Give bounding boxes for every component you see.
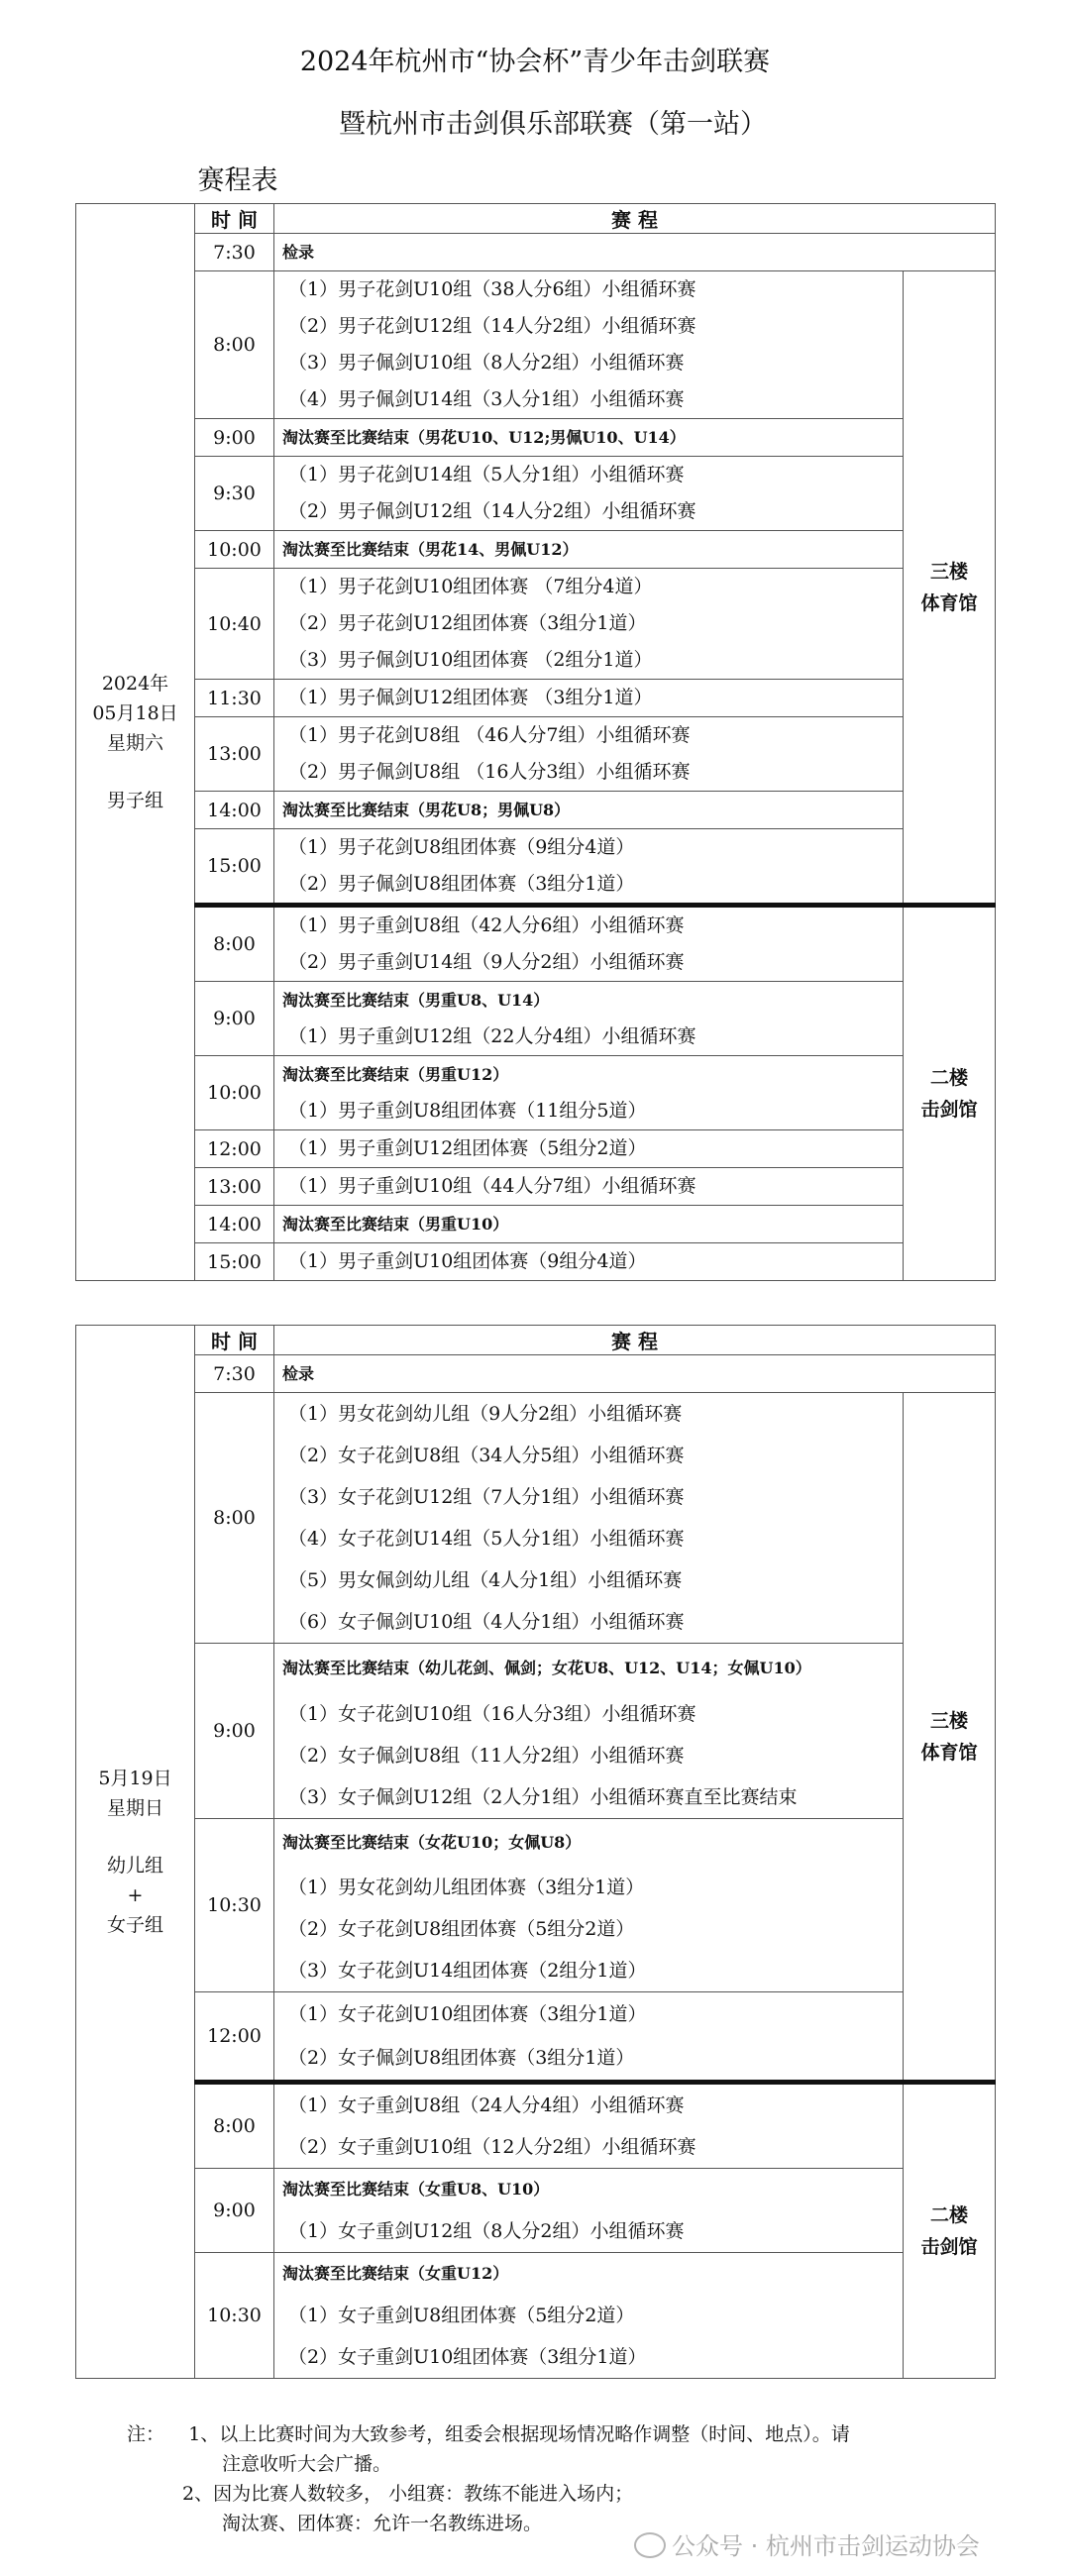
- event-line: （1）男子重剑U12组（22人分4组）小组循环赛: [288, 1025, 696, 1047]
- time-header: 时 间: [195, 1326, 274, 1355]
- day2-plus: +: [127, 1884, 144, 1906]
- watermark: [634, 2526, 980, 2561]
- event-line: （1）男女花剑幼儿组团体赛（3组分1道）: [288, 1877, 645, 1898]
- title-line-1: 2024年杭州市“协会杯”青少年击剑联赛: [299, 47, 771, 77]
- note-line: [127, 2479, 999, 2509]
- watermark-text: 公众号 · 杭州市击剑运动协会: [672, 2532, 980, 2560]
- schedule-table-day2: [75, 1325, 996, 2379]
- event-line: 淘汰赛至比赛结束（男花U8；男佩U8）: [282, 801, 571, 819]
- day1-group: 男子组: [106, 790, 163, 811]
- slot-time: 15:00: [195, 1243, 274, 1281]
- event-line: （2）女子重剑U10组（12人分2组）小组循环赛: [288, 2136, 696, 2158]
- event-line: （1）男子重剑U10组团体赛（9组分4道）: [288, 1250, 647, 1272]
- wechat-icon: [634, 2532, 666, 2558]
- event-line: （2）女子佩剑U8组团体赛（3组分1道）: [288, 2047, 635, 2069]
- event-line: （5）男女佩剑幼儿组（4人分1组）小组循环赛: [288, 1569, 683, 1591]
- event-line: 淘汰赛至比赛结束（幼儿花剑、佩剑；女花U8、U12、U14；女佩U10）: [282, 1659, 811, 1677]
- event-line: 淘汰赛至比赛结束（男重U8、U14）: [282, 991, 550, 1010]
- event-line: 淘汰赛至比赛结束（女花U10；女佩U8）: [282, 1833, 582, 1852]
- slot-time: 12:00: [195, 1992, 274, 2083]
- event-line: （3）女子花剑U12组（7人分1组）小组循环赛: [288, 1486, 685, 1508]
- day2-date: 5月19日: [98, 1768, 172, 1789]
- event-line: （2）女子花剑U8组团体赛（5组分2道）: [288, 1918, 635, 1940]
- slot-time: 10:30: [195, 1819, 274, 1992]
- notes-label: 注：: [127, 2423, 165, 2445]
- event-line: （1）男子花剑U10组（38人分6组）小组循环赛: [288, 278, 696, 300]
- event-line: 淘汰赛至比赛结束（男花U10、U12;男佩U10、U14）: [282, 428, 686, 447]
- slot-time: 14:00: [195, 1206, 274, 1243]
- slot-time: 10:00: [195, 531, 274, 569]
- slot-time: 9:00: [195, 1644, 274, 1819]
- event-line: （1）男子花剑U8组团体赛（9组分4道）: [288, 836, 635, 858]
- venue-hall: 体育馆: [920, 591, 978, 614]
- event-line: （3）女子花剑U14组团体赛（2组分1道）: [288, 1960, 647, 1982]
- event-line: （1）男子佩剑U12组团体赛 （3组分1道）: [288, 687, 653, 708]
- event-line: （2）男子佩剑U8组团体赛（3组分1道）: [288, 873, 635, 895]
- event-line: 检录: [282, 243, 315, 262]
- venue-cell: [904, 271, 996, 906]
- event-line: （1）男子重剑U8组（42人分6组）小组循环赛: [288, 914, 685, 936]
- event-line: （4）男子佩剑U14组（3人分1组）小组循环赛: [288, 388, 685, 410]
- slot-time: 10:40: [195, 569, 274, 680]
- event-line: 淘汰赛至比赛结束（男重U12）: [282, 1065, 509, 1084]
- event-line: （3）女子佩剑U12组（2人分1组）小组循环赛直至比赛结束: [288, 1786, 798, 1808]
- event-line: （1）女子重剑U8组（24人分4组）小组循环赛: [288, 2094, 685, 2116]
- note-text: 淘汰赛、团体赛：允许一名教练进场。: [222, 2513, 543, 2534]
- event-line: （6）女子佩剑U10组（4人分1组）小组循环赛: [288, 1611, 685, 1633]
- venue-floor: 三楼: [929, 1709, 968, 1732]
- event-line: （1）男子重剑U10组（44人分7组）小组循环赛: [288, 1175, 696, 1197]
- event-line: （1）女子重剑U8组团体赛（5组分2道）: [288, 2305, 635, 2326]
- event-line: 淘汰赛至比赛结束（女重U8、U10）: [282, 2180, 550, 2199]
- slot-time: 9:00: [195, 982, 274, 1056]
- slot-time: 8:00: [195, 1393, 274, 1644]
- schedule-header: 赛 程: [274, 1326, 996, 1355]
- schedule-table-day1: [75, 203, 996, 1281]
- title-line-2: 暨杭州市击剑俱乐部联赛（第一站）: [339, 109, 767, 140]
- day2-group-2: 女子组: [106, 1914, 163, 1936]
- day2-group-1: 幼儿组: [106, 1855, 163, 1877]
- note-text: 注意收听大会广播。: [222, 2453, 392, 2475]
- venue-floor: 二楼: [929, 1067, 968, 1089]
- venue-cell: [904, 2083, 996, 2379]
- slot-time: 13:00: [195, 1168, 274, 1206]
- day2-weekday: 星期日: [106, 1797, 163, 1819]
- note-text: 2、因为比赛人数较多， 小组赛：教练不能进入场内；: [182, 2483, 634, 2505]
- event-line: （3）男子佩剑U10组（8人分2组）小组循环赛: [288, 352, 685, 374]
- event-line: （2）男子重剑U14组（9人分2组）小组循环赛: [288, 951, 685, 973]
- event-line: （4）女子花剑U14组（5人分1组）小组循环赛: [288, 1528, 685, 1550]
- venue-floor: 二楼: [929, 2204, 968, 2226]
- note-line: [127, 2449, 999, 2479]
- day-cell: [76, 204, 195, 1281]
- slot-time: 8:00: [195, 906, 274, 982]
- slot-time: 8:00: [195, 271, 274, 419]
- event-line: （1）男子花剑U8组 （46人分7组）小组循环赛: [288, 724, 691, 746]
- event-line: （2）男子佩剑U12组（14人分2组）小组循环赛: [288, 500, 696, 522]
- day1-year: 2024年: [101, 673, 169, 695]
- slot-time: 8:00: [195, 2083, 274, 2169]
- slot-time: 9:30: [195, 457, 274, 531]
- event-line: （1）女子重剑U12组（8人分2组）小组循环赛: [288, 2220, 685, 2242]
- event-line: 淘汰赛至比赛结束（男重U10）: [282, 1215, 509, 1234]
- event-line: 检录: [282, 1364, 315, 1383]
- event-line: （1）女子花剑U10组团体赛（3组分1道）: [288, 2003, 647, 2025]
- slot-time: 7:30: [195, 1355, 274, 1393]
- event-line: （1）男子重剑U12组团体赛（5组分2道）: [288, 1137, 647, 1159]
- venue-hall: 体育馆: [920, 1741, 978, 1764]
- event-line: （1）女子花剑U10组（16人分3组）小组循环赛: [288, 1703, 696, 1725]
- note-text: 1、以上比赛时间为大致参考，组委会根据现场情况略作调整（时间、地点）。请: [188, 2423, 850, 2445]
- slot-time: 13:00: [195, 717, 274, 792]
- venue-hall: 击剑馆: [920, 1099, 978, 1121]
- event-line: （2）女子花剑U8组（34人分5组）小组循环赛: [288, 1445, 685, 1466]
- day1-date: 05月18日: [92, 702, 178, 724]
- slot-time: 11:30: [195, 680, 274, 717]
- slot-time: 12:00: [195, 1130, 274, 1168]
- venue-floor: 三楼: [929, 560, 968, 583]
- venue-cell: [904, 1393, 996, 2083]
- venue-hall: 击剑馆: [920, 2236, 978, 2258]
- notes-section: [127, 2419, 999, 2538]
- slot-time: 10:00: [195, 1056, 274, 1130]
- event-line: （2）男子佩剑U8组 （16人分3组）小组循环赛: [288, 761, 691, 783]
- event-line: （2）男子花剑U12组团体赛（3组分1道）: [288, 612, 647, 634]
- event-line: 淘汰赛至比赛结束（女重U12）: [282, 2264, 509, 2283]
- event-line: （1）男子重剑U8组团体赛（11组分5道）: [288, 1100, 647, 1122]
- event-line: （3）男子佩剑U10组团体赛 （2组分1道）: [288, 649, 653, 671]
- event-line: （1）男子花剑U10组团体赛 （7组分4道）: [288, 576, 653, 597]
- slot-time: 9:00: [195, 2169, 274, 2253]
- slot-time: 7:30: [195, 234, 274, 271]
- slot-time: 9:00: [195, 419, 274, 457]
- event-line: （2）女子重剑U10组团体赛（3组分1道）: [288, 2346, 647, 2368]
- slot-time: 14:00: [195, 792, 274, 829]
- day-cell: [76, 1326, 195, 2379]
- venue-cell: [904, 906, 996, 1281]
- time-header: 时 间: [195, 204, 274, 234]
- slot-time: 10:30: [195, 2253, 274, 2379]
- event-line: （2）女子佩剑U8组（11人分2组）小组循环赛: [288, 1745, 685, 1767]
- slot-time: 15:00: [195, 829, 274, 906]
- event-line: （1）男女花剑幼儿组（9人分2组）小组循环赛: [288, 1403, 683, 1425]
- event-line: （1）男子花剑U14组（5人分1组）小组循环赛: [288, 464, 685, 485]
- event-line: 淘汰赛至比赛结束（男花14、男佩U12）: [282, 540, 579, 559]
- note-line: [127, 2419, 999, 2449]
- schedule-header: 赛 程: [274, 204, 996, 234]
- event-line: （2）男子花剑U12组（14人分2组）小组循环赛: [288, 315, 696, 337]
- title-line-3: 赛程表: [197, 165, 278, 196]
- day1-weekday: 星期六: [106, 732, 163, 754]
